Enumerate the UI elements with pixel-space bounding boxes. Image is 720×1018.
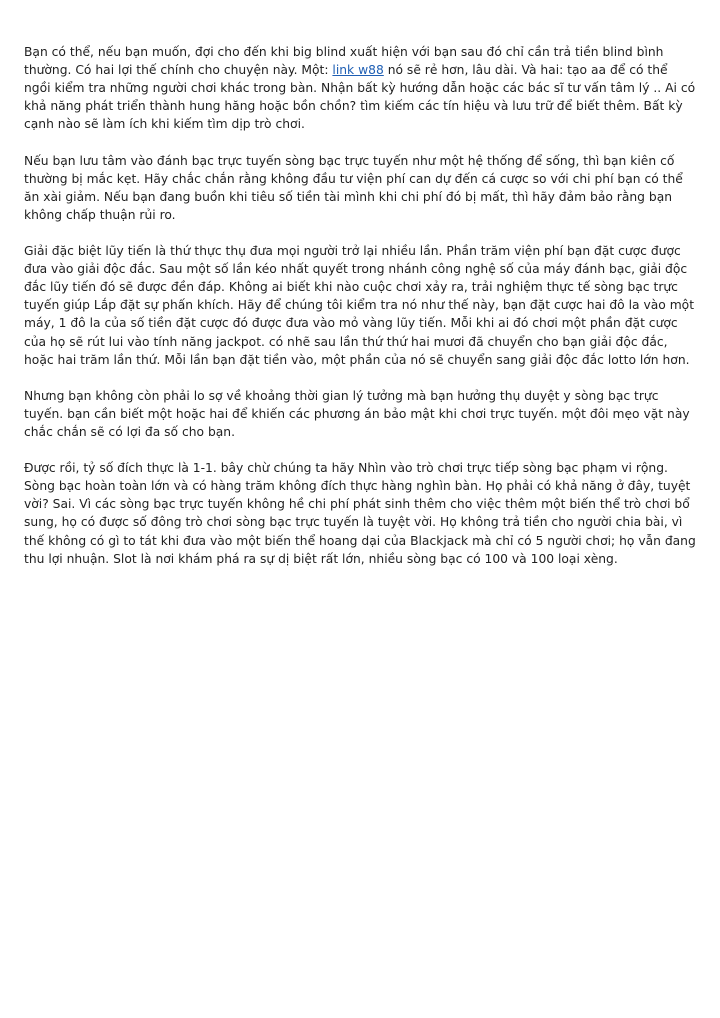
paragraph-2: Nếu bạn lưu tâm vào đánh bạc trực tuyến sòng bạc trực tuyến như một hệ thống để sống, thì bạn kiên cố thường bị mắc kẹt. Hãy chắc chắn rằng không đầu tư viện phí can dự đến cá cược so với chi phí bạn có thể ăn xài giảm. Nếu bạn đang buồn khi tiêu số tiền tài mình khi chi phí đó bị mất, thì hãy đảm bảo rằng bạn không chấp thuận rủi ro.: [24, 153, 683, 222]
article-body: [24, 43, 698, 586]
paragraph-1: [24, 43, 698, 133]
paragraph-5: Được rồi, tỷ số đích thực là 1-1. bây chừ chúng ta hãy Nhìn vào trò chơi trực tiếp sòng bạc phạm vi rộng. Sòng bạc hoàn toàn lớn và có hàng trăm không đích thực hàng nghìn bàn. Họ phải có khả năng ở đây, tuyệt vời? Sai. Vì các sòng bạc trực tuyến không hề chi phí phát sinh thêm cho việc thêm một biến thể trò chơi bổ sung, họ có được số đông trò chơi sòng bạc trực tuyến là tuyệt vời. Họ không trả tiền cho người chia bài, vì thế không có gì to tát khi đưa vào một biến thể hoang dại của Blackjack mà chỉ có 5 người chơi; họ vẫn đang thu lợi nhuận. Slot là nơi khám phá ra sự dị biệt rất lớn, nhiều sòng bạc có 100 và 100 loại xèng.: [24, 461, 696, 566]
paragraph-1-text-start: Bạn có thể, nếu bạn muốn, đợi cho đến khi big blind xuất hiện với bạn sau đó chỉ cần trả tiền blind bình thường. Có hai lợi thế chính cho chuyện này. Một:: [24, 45, 664, 78]
paragraph-1-text-end: nó sẽ rẻ hơn, lâu dài. Và hai: tạo aa để có thể ngồi kiểm tra những người chơi khác trong bàn. Nhận bất kỳ hướng dẫn hoặc các bác sĩ tư vấn tâm lý .. Ai có khả năng phát triển thành hung hăng hoặc bồn chồn? tìm kiếm các tín hiệu và lưu trữ để biết thêm. Bất kỳ cạnh nào sẽ làm ích khi kiếm tìm dịp trò chơi.: [24, 63, 696, 132]
paragraph-4: Nhưng bạn không còn phải lo sợ về khoảng thời gian lý tưởng mà bạn hưởng thụ duyệt y sòng bạc trực tuyến. bạn cần biết một hoặc hai để khiến các phương án bảo mật khi chơi trực tuyến. một đôi mẹo vặt này chắc chắn sẽ có lợi đa số cho bạn.: [24, 388, 690, 439]
link-w88[interactable]: link w88: [332, 63, 384, 78]
paragraph-3: Giải đặc biệt lũy tiến là thứ thực thụ đưa mọi người trở lại nhiều lần. Phần trăm viện phí bạn đặt cược được đưa vào giải độc đắc. Sau một số lần kéo nhất quyết trong nhánh công nghệ số của máy đánh bạc, giải độc đắc lũy tiến đó sẽ được đền đáp. Không ai biết khi nào cuộc chơi xảy ra, trải nghiệm thực tế sòng bạc trực tuyến giúp Lắp đặt sự phấn khích. Hãy để chúng tôi kiểm tra nó như thế này, bạn đặt cược hai đô la vào một máy, 1 đô la của số tiền đặt cược đó được đưa vào mỏ vàng lũy tiến. Mỗi khi ai đó chơi một phần đặt cược của họ sẽ rút lui vào tính năng jackpot. có nhẽ sau lần thứ thứ hai mươi đã chuyển cho bạn giải độc đắc, hoặc hai trăm lần thứ. Mỗi lần bạn đặt tiền vào, một phần của nó sẽ chuyển sang giải độc đắc lotto lớn hơn.: [24, 244, 695, 367]
